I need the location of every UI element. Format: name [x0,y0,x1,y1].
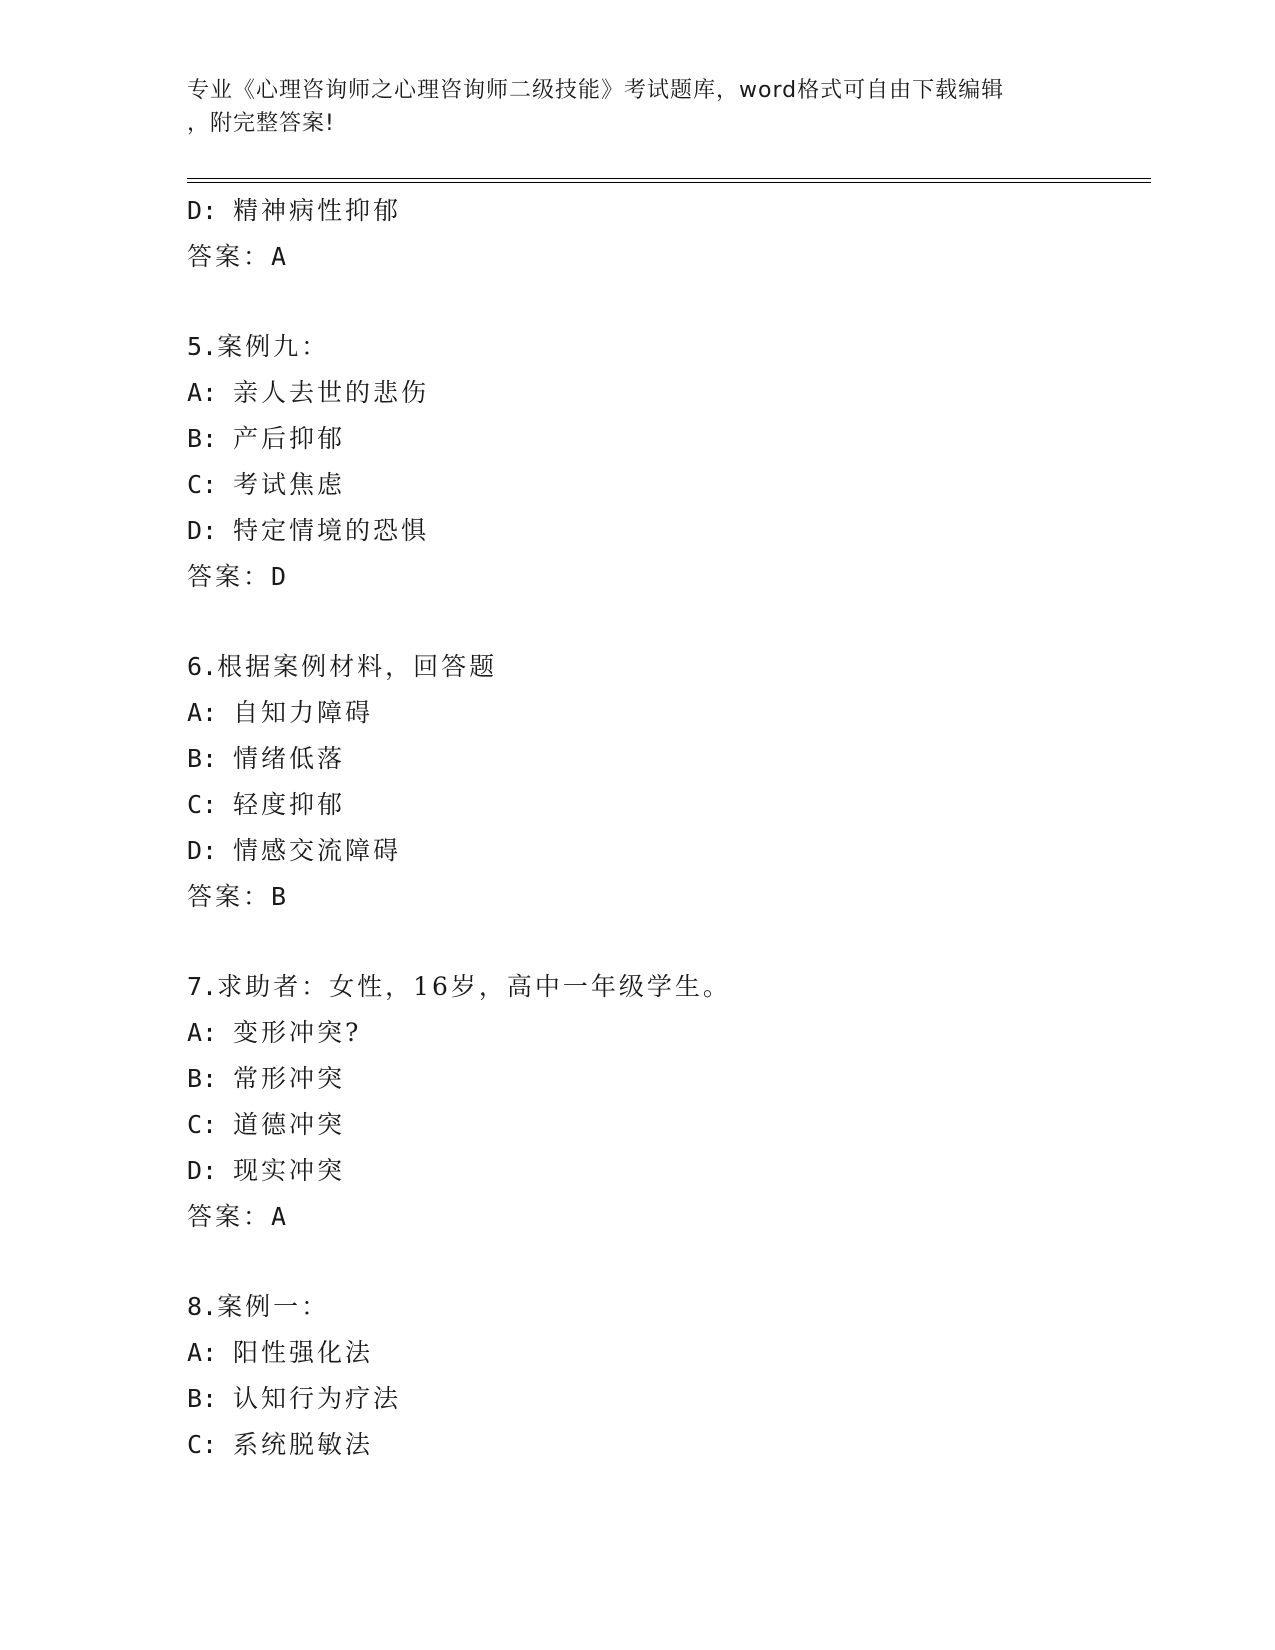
option-key: B: [187,744,218,773]
question-list [187,188,1127,1468]
option-text: 阳性强化法 [233,1338,374,1367]
question-stem [187,644,1127,690]
question-number: 7. [187,972,218,1001]
option-key: A: [187,378,218,407]
option-key: D: [187,1156,218,1185]
question-number: 8. [187,1292,218,1321]
option-text: 情感交流障碍 [233,836,402,865]
option-row [187,782,1127,828]
option-row [187,462,1127,508]
option-row [187,1102,1127,1148]
option-key: B: [187,1384,218,1413]
option-text: 变形冲突? [233,1018,362,1047]
option-row [187,1330,1127,1376]
option-row [187,1056,1127,1102]
option-key: B: [187,1064,218,1093]
option-key: C: [187,470,218,499]
option-row [187,1422,1127,1468]
question-number: 6. [187,652,218,681]
option-key: C: [187,1110,218,1139]
answer-row [187,1194,1127,1240]
option-row [187,828,1127,874]
question-text: 案例九： [217,332,330,361]
option-row [187,416,1127,462]
option-text: 产后抑郁 [233,424,346,453]
option-row [187,1376,1127,1422]
answer-label: 答案： [187,1202,272,1231]
option-key: A: [187,698,218,727]
question-text: 案例一： [217,1292,330,1321]
option-text: 现实冲突 [233,1156,346,1185]
option-row [187,370,1127,416]
option-row [187,690,1127,736]
option-key: C: [187,1430,218,1459]
header-divider-bottom [187,182,1151,183]
question-text: 根据案例材料，回答题 [217,652,498,681]
option-key: D: [187,196,218,225]
option-text: 常形冲突 [233,1064,346,1093]
option-key: A: [187,1018,218,1047]
answer-label: 答案： [187,562,272,591]
header-divider-top [187,178,1151,179]
answer-value: A [271,1202,287,1231]
answer-value: D [271,562,287,591]
answer-value: B [271,882,287,911]
option-text: 情绪低落 [233,744,346,773]
option-key: B: [187,424,218,453]
option-row [187,1148,1127,1194]
option-row [187,1010,1127,1056]
option-text: 亲人去世的悲伤 [233,378,430,407]
page-header [187,74,1087,140]
option-text: 特定情境的恐惧 [233,516,430,545]
question-text: 求助者：女性，16岁，高中一年级学生。 [217,972,731,1001]
question-number: 5. [187,332,218,361]
option-text: 认知行为疗法 [233,1384,402,1413]
option-key: A: [187,1338,218,1367]
question-stem [187,324,1127,370]
question-stem [187,1284,1127,1330]
answer-value: A [271,242,287,271]
answer-row [187,874,1127,920]
answer-label: 答案： [187,242,272,271]
option-key: C: [187,790,218,819]
option-key: D: [187,516,218,545]
option-row [187,736,1127,782]
header-title-line-2: ，附完整答案! [187,111,335,136]
option-key: D: [187,836,218,865]
question-stem [187,964,1127,1010]
option-text: 系统脱敏法 [233,1430,374,1459]
option-text: 道德冲突 [233,1110,346,1139]
header-title-line-1: 专业《心理咨询师之心理咨询师二级技能》考试题库，word格式可自由下载编辑 [187,78,1005,103]
answer-row [187,554,1127,600]
option-text: 轻度抑郁 [233,790,346,819]
option-row [187,508,1127,554]
option-row [187,188,1127,234]
answer-label: 答案： [187,882,272,911]
option-text: 精神病性抑郁 [233,196,402,225]
option-text: 考试焦虑 [233,470,346,499]
answer-row [187,234,1127,280]
option-text: 自知力障碍 [233,698,374,727]
